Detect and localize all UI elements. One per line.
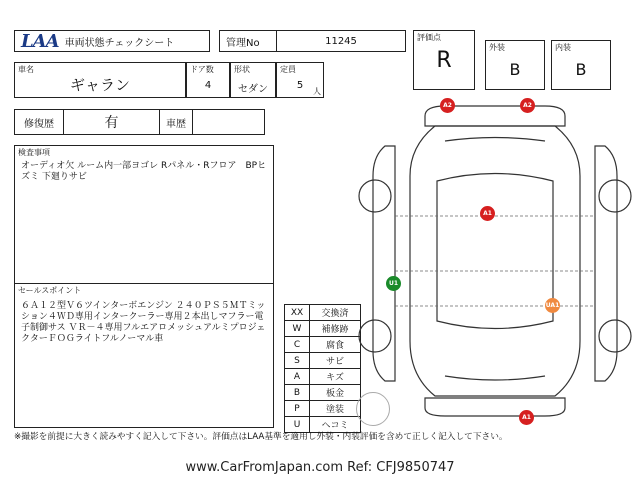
naisou-box <box>551 40 611 90</box>
legend-table <box>284 304 361 433</box>
laa-logo: LAA <box>21 30 59 52</box>
inspection-label: 検査事項 <box>18 148 50 157</box>
shamei-value: ギャラン <box>69 76 130 94</box>
marker-front-left: A2 <box>440 98 455 113</box>
hood-line <box>445 138 545 142</box>
legend-code: B <box>285 385 310 401</box>
remarks-box <box>14 145 274 428</box>
legend-row <box>285 305 361 321</box>
legend-desc: 板金 <box>310 385 361 401</box>
shape-value: セダン <box>237 84 269 95</box>
legend-desc: 交換済 <box>310 305 361 321</box>
legend-desc: サビ <box>310 353 361 369</box>
naisou-label: 内装 <box>555 43 571 52</box>
trunk-line <box>445 376 545 380</box>
gaisou-box <box>485 40 545 90</box>
doors-box <box>186 62 230 98</box>
teiin-box <box>276 62 324 98</box>
legend-row <box>285 353 361 369</box>
shufuku-box <box>14 109 265 135</box>
legend-code: XX <box>285 305 310 321</box>
shamei-box <box>14 62 186 98</box>
kanri-box <box>219 30 406 52</box>
legend-code: P <box>285 401 310 417</box>
teiin-value: 5 <box>296 80 304 91</box>
marker-rear: A1 <box>519 410 534 425</box>
watermark: www.CarFromJapan.com Ref: CFJ9850747 <box>185 460 455 475</box>
footer-note: ※撮影を前提に大きく読みやすく記入して下さい。評価点はLAA基準を適用し外装・内装評価を含めて正しく記入して下さい。 <box>14 432 508 442</box>
sheet-title: 車両状態チェックシート <box>64 37 175 49</box>
shape-label: 形状 <box>234 65 250 74</box>
naisou-value: B <box>575 60 587 79</box>
shufuku-value: 有 <box>64 110 160 134</box>
teiin-label: 定員 <box>280 65 296 74</box>
hyoka-value: R <box>436 48 452 73</box>
marker-front-right: A2 <box>520 98 535 113</box>
legend-code: U <box>285 417 310 433</box>
legend-code: S <box>285 353 310 369</box>
selling-label: セールスポイント <box>18 286 82 295</box>
rear-bumper <box>425 398 565 416</box>
legend-code: C <box>285 337 310 353</box>
left-rear-wheel <box>359 320 391 352</box>
remarks-divider <box>15 283 273 284</box>
shufuku-label: 修復歴 <box>15 110 64 134</box>
gaisou-value: B <box>509 60 521 79</box>
marker-right-side: UA1 <box>545 298 560 313</box>
legend-row <box>285 385 361 401</box>
roof-panel <box>437 174 553 329</box>
hyoka-box <box>413 30 475 90</box>
marker-roof: A1 <box>480 206 495 221</box>
legend-row <box>285 401 361 417</box>
shape-box <box>230 62 276 98</box>
hyoka-label: 評価点 <box>417 33 441 42</box>
teiin-unit: 人 <box>313 87 321 96</box>
kanri-value: 11245 <box>325 35 357 47</box>
right-side-profile <box>595 146 617 381</box>
shareki-label: 車歴 <box>160 110 193 134</box>
legend-row <box>285 369 361 385</box>
legend-desc: ヘコミ <box>310 417 361 433</box>
sheet-header <box>14 30 210 52</box>
legend-desc: 塗装 <box>310 401 361 417</box>
doors-value: 4 <box>204 80 212 91</box>
inspection-text: オーディオ欠 ルーム内一部ヨゴレ Rパネル・Rフロア BPヒズミ 下廻りサビ <box>21 161 267 182</box>
car-diagram <box>355 96 635 426</box>
legend-code: A <box>285 369 310 385</box>
legend-desc: 腐食 <box>310 337 361 353</box>
legend-row <box>285 321 361 337</box>
left-front-wheel <box>359 180 391 212</box>
legend-desc: 補修跡 <box>310 321 361 337</box>
selling-text: ６Ａ１２型Ｖ６ツインターボエンジン ２４０ＰＳ５ＭＴミッション４ＷＤ専用インタークーラー専用２本出しマフラー電子制御サス ＶＲ－４専用フルエアロメッシュアルミプロジェクターＦＯＧライトフルノーマル車 <box>21 301 266 344</box>
left-side-profile <box>373 146 395 381</box>
right-rear-wheel <box>599 320 631 352</box>
legend-code: W <box>285 321 310 337</box>
doors-label: ドア数 <box>190 65 214 74</box>
right-front-wheel <box>599 180 631 212</box>
marker-left-side: U1 <box>386 276 401 291</box>
legend-row <box>285 337 361 353</box>
shamei-label: 車名 <box>18 65 34 74</box>
legend-desc: キズ <box>310 369 361 385</box>
kanri-label: 管理No <box>220 31 277 51</box>
legend <box>284 304 361 433</box>
car-body-top <box>410 126 580 396</box>
gaisou-label: 外装 <box>489 43 505 52</box>
